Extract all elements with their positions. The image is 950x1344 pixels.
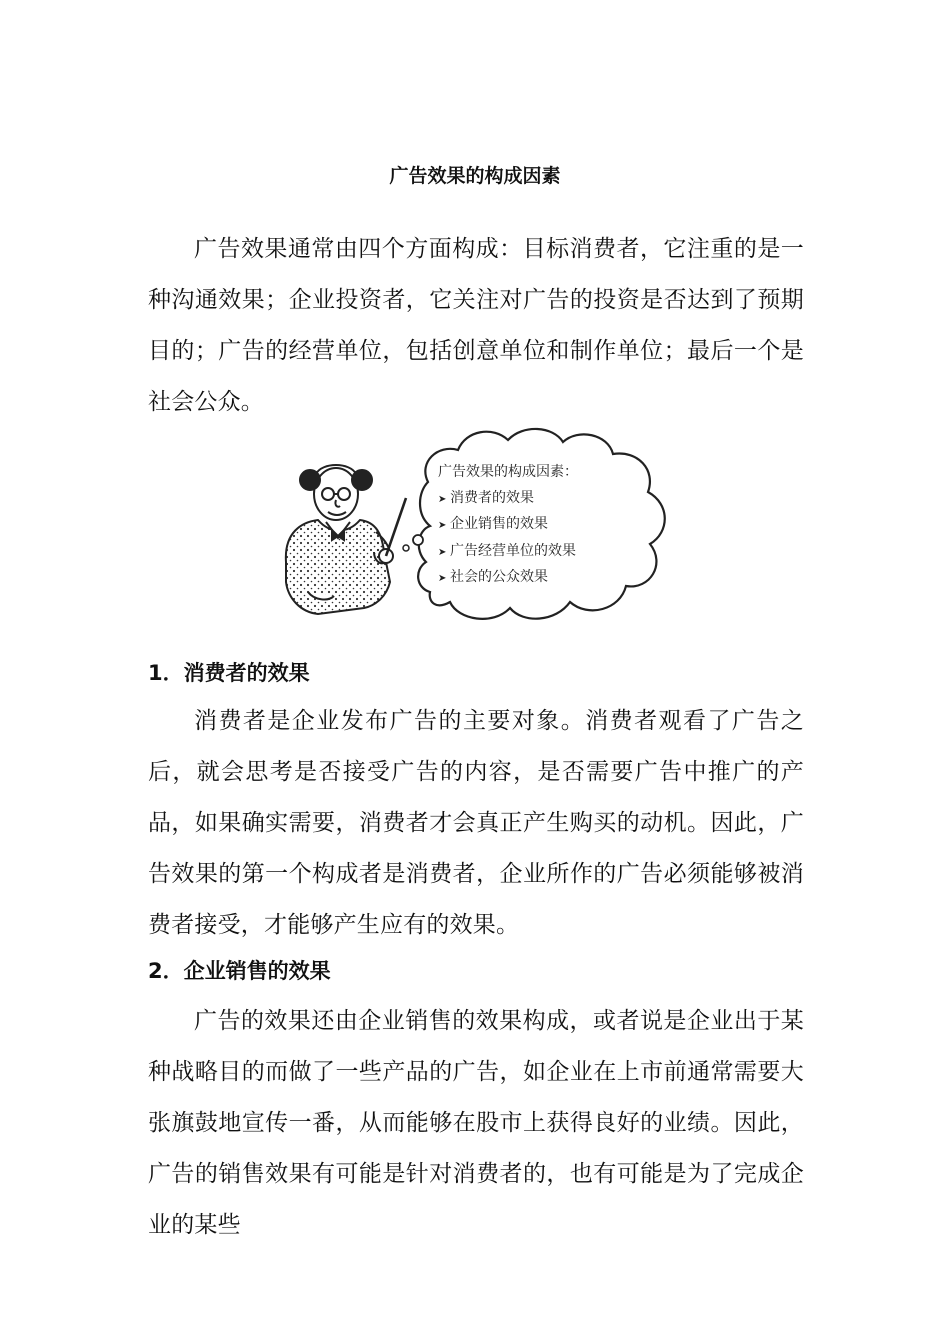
section-heading-sales: 2．企业销售的效果 <box>148 959 331 983</box>
section-body-sales: 广告的效果还由企业销售的效果构成，或者说是企业出于某种战略目的而做了一些产品的广告，如企业在上市前通常需要大张旗鼓地宣传一番，从而能够在股市上获得良好的业绩。因此，广告的销售效果有可能是针对消费者的，也有可能是为了完成企业的某些 <box>148 1008 804 1238</box>
bubble-item-label: 企业销售的效果 <box>450 516 548 532</box>
bubble-tail-dot-small <box>403 545 409 551</box>
bubble-item <box>438 539 648 566</box>
bubble-item <box>438 486 648 513</box>
illustration-teacher-with-speech-bubble <box>278 422 678 632</box>
arrow-icon: ➤ <box>438 493 447 505</box>
bubble-text <box>438 460 648 592</box>
bubble-item-label: 广告经营单位的效果 <box>450 542 576 559</box>
bubble-tail-dot <box>413 535 423 545</box>
arrow-icon: ➤ <box>438 573 447 584</box>
arrow-icon: ➤ <box>438 520 447 531</box>
section-body-consumer: 消费者是企业发布广告的主要对象。消费者观看了广告之后，就会思考是否接受广告的内容，是否需要广告中推广的产品，如果确实需要，消费者才会真正产生购买的动机。因此，广告效果的第一个构成者是消费者，企业所作的广告必须能够被消费者接受，才能够产生应有的效果。 <box>148 708 804 938</box>
intro-paragraph: 广告效果通常由四个方面构成：目标消费者，它注重的是一种沟通效果；企业投资者，它关注对广告的投资是否达到了预期目的；广告的经营单位，包括创意单位和制作单位；最后一个是社会公众。 <box>148 236 804 415</box>
bubble-item-label: 消费者的效果 <box>450 489 534 506</box>
arrow-icon: ➤ <box>438 546 447 558</box>
bubble-item <box>438 565 648 592</box>
bubble-item <box>438 512 648 539</box>
document-title: 广告效果的构成因素 <box>389 165 561 187</box>
teacher-figure <box>286 465 393 614</box>
bubble-item-label: 社会的公众效果 <box>450 569 548 585</box>
section-heading-consumer: 1．消费者的效果 <box>148 661 310 685</box>
bubble-title: 广告效果的构成因素： <box>438 464 578 480</box>
